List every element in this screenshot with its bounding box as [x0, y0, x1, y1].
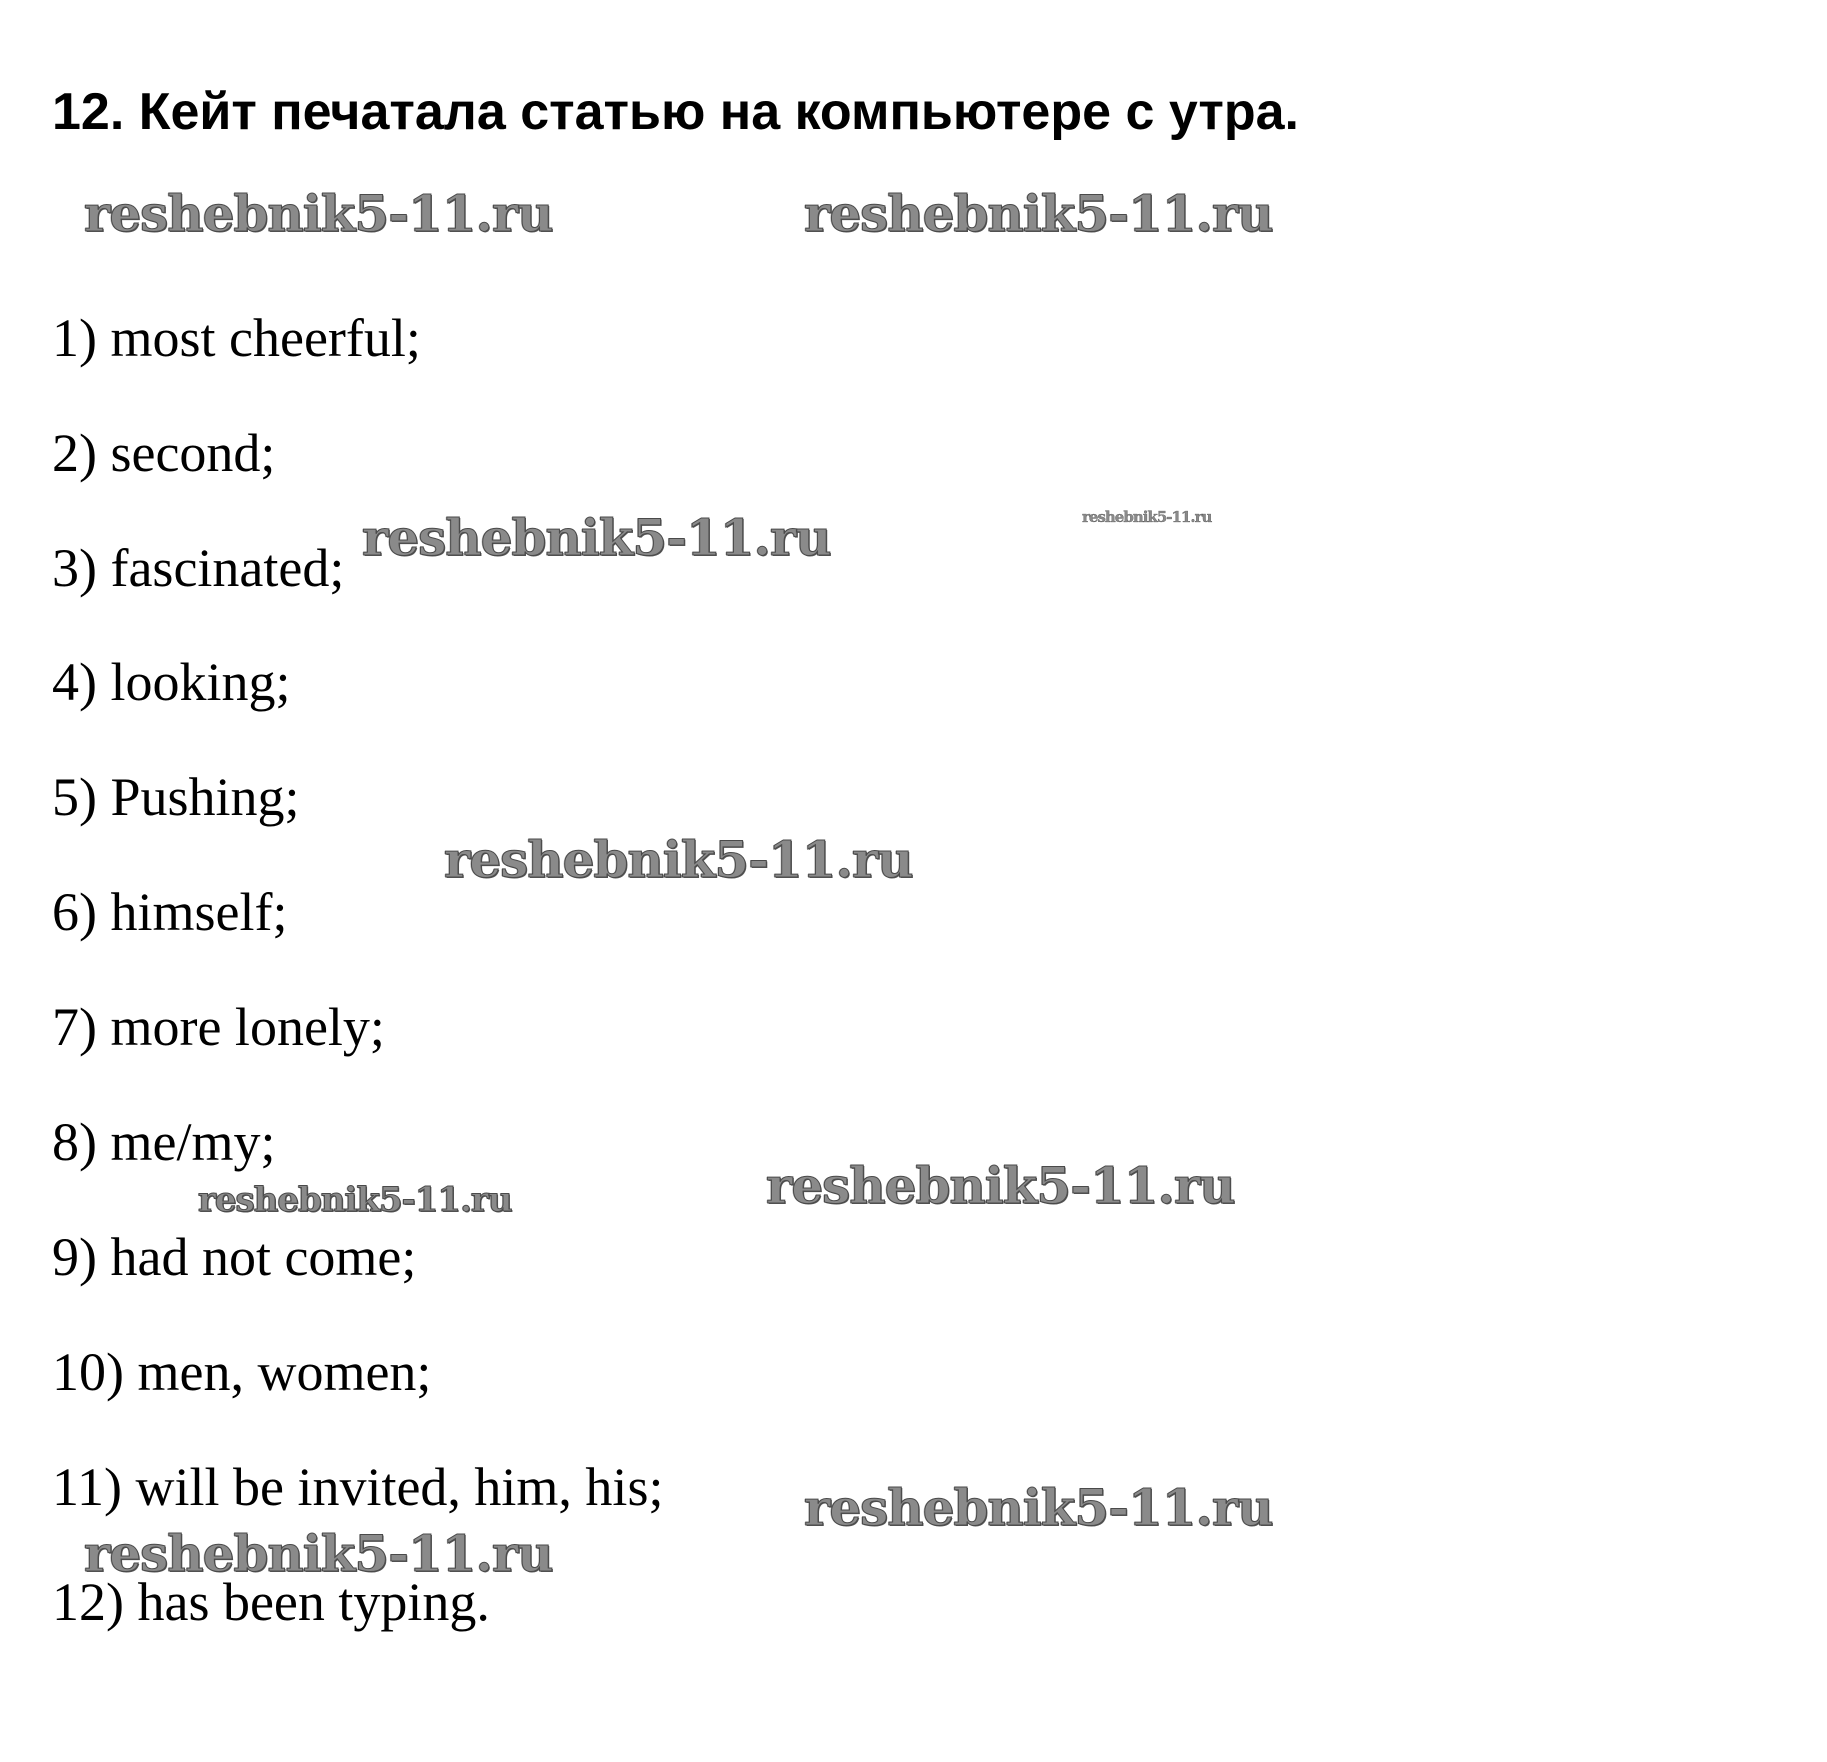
watermark: reshebnik5-11.ru	[198, 1180, 512, 1220]
answer-item-1: 1) most cheerful;	[52, 308, 421, 368]
answer-item-12: 12) has been typing.	[52, 1572, 490, 1632]
answer-item-2: 2) second;	[52, 423, 276, 483]
watermark: reshebnik5-11.ru	[84, 1524, 553, 1583]
answer-item-8: 8) me/my;	[52, 1112, 276, 1172]
watermark: reshebnik5-11.ru	[804, 184, 1273, 243]
answer-item-11: 11) will be invited, him, his;	[52, 1457, 664, 1517]
answer-item-5: 5) Pushing;	[52, 767, 300, 827]
task-heading: 12. Кейт печатала статью на компьютере с утра.	[52, 83, 1299, 141]
watermark: reshebnik5-11.ru	[444, 830, 913, 889]
watermark: reshebnik5-11.ru	[766, 1156, 1235, 1215]
answer-item-3: 3) fascinated;	[52, 538, 345, 598]
watermark: reshebnik5-11.ru	[804, 1478, 1273, 1537]
watermark: reshebnik5-11.ru	[84, 184, 553, 243]
watermark: reshebnik5-11.ru	[362, 508, 831, 567]
answer-item-4: 4) looking;	[52, 652, 291, 712]
answer-item-6: 6) himself;	[52, 882, 288, 942]
answer-item-7: 7) more lonely;	[52, 997, 385, 1057]
answer-item-10: 10) men, women;	[52, 1342, 432, 1402]
answer-item-9: 9) had not come;	[52, 1227, 417, 1287]
watermark: reshebnik5-11.ru	[1082, 508, 1212, 526]
